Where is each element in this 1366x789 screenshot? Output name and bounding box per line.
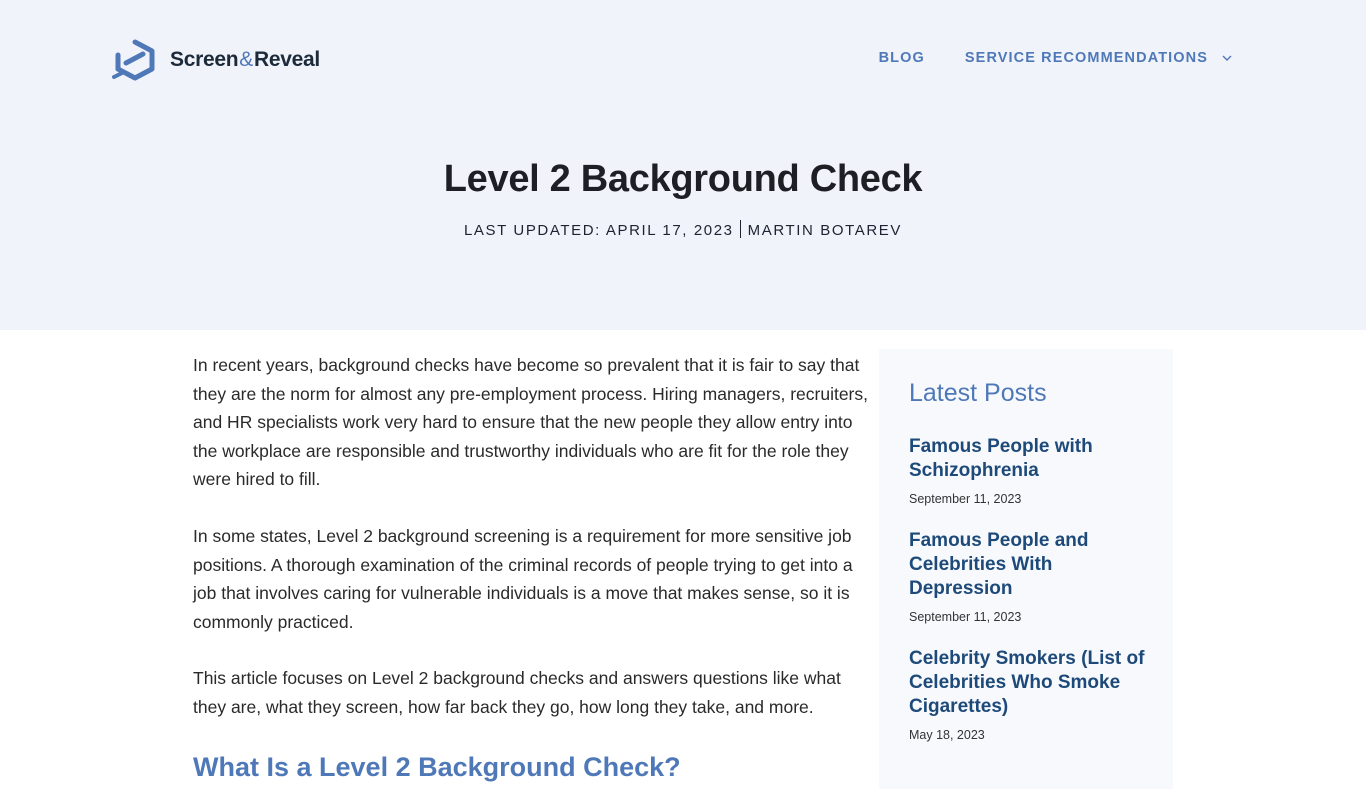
latest-post-item (909, 647, 1149, 742)
latest-post-link[interactable]: Famous People and Celebrities With Depression (909, 530, 1089, 599)
latest-post-item (909, 435, 1149, 506)
main-nav (879, 50, 1232, 66)
nav-link-service-recommendations[interactable]: SERVICE RECOMMENDATIONS (964, 50, 1208, 66)
meta-divider (740, 220, 741, 238)
site-logo-link[interactable] (112, 39, 320, 81)
latest-post-link[interactable]: Celebrity Smokers (List of Celebrities Who Smoke Cigarettes) (909, 648, 1145, 717)
header-curve-divider (0, 288, 1366, 332)
latest-post-link[interactable]: Famous People with Schizophrenia (909, 436, 1093, 481)
post-meta (0, 222, 1366, 240)
article-paragraph: In some states, Level 2 background screening is a requirement for more sensitive job positions. A thorough examination of the criminal records of people trying to get into a job that involves caring for vulnerable individuals is a move that makes sense, so it is commonly practiced. (193, 525, 853, 632)
nav-link-blog[interactable]: BLOG (878, 50, 925, 66)
section-heading: What Is a Level 2 Background Check? (193, 751, 681, 782)
sidebar-latest-posts (879, 349, 1173, 789)
site-logo-text: Screen&Reveal (170, 48, 320, 71)
latest-post-date: September 11, 2023 (909, 492, 1022, 506)
latest-post-item (909, 529, 1149, 624)
article-content (193, 351, 869, 784)
latest-post-date: September 11, 2023 (909, 610, 1022, 624)
post-updated-date: LAST UPDATED: APRIL 17, 2023 (463, 222, 734, 239)
sidebar-title: Latest Posts (909, 379, 1047, 407)
chevron-down-icon[interactable] (1222, 53, 1232, 63)
nav-item-service-recommendations[interactable] (965, 50, 1232, 66)
post-author: MARTIN BOTAREV (747, 222, 902, 239)
hexagon-e-logo-icon (112, 39, 158, 81)
page-title: Level 2 Background Check (443, 158, 923, 200)
latest-post-date: May 18, 2023 (909, 728, 985, 742)
article-paragraph: This article focuses on Level 2 background checks and answers questions like what they are, what they screen, how far back they go, how long they take, and more. (193, 668, 841, 717)
article-paragraph: In recent years, background checks have become so prevalent that it is fair to say that they are the norm for almost any pre-employment process. Hiring managers, recruiters, and HR specialists work very hard to ensure that the new people they allow entry into the workplace are responsible and trustworthy individuals who are fit for the role they were hired to fill. (193, 355, 868, 490)
